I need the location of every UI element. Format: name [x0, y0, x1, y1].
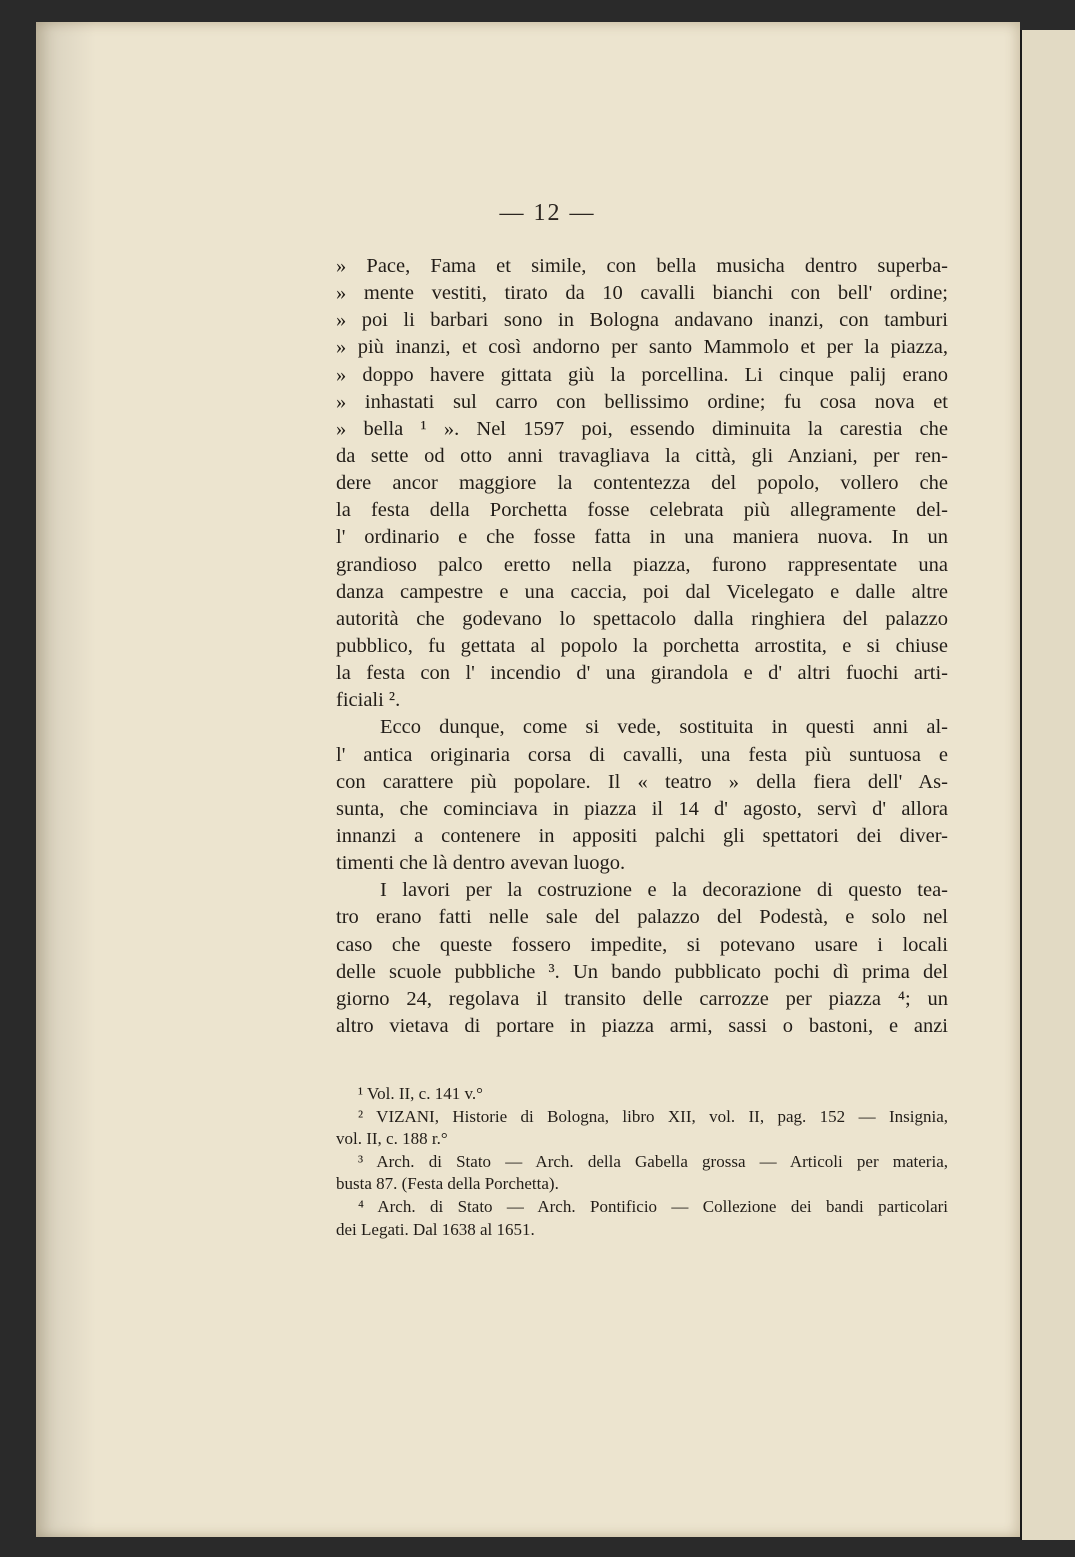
footnote-2-cont: vol. II, c. 188 r.° [336, 1129, 448, 1149]
footnote-4: ⁴ Arch. di Stato — Arch. Pontificio — Collezione dei bandi particolari [358, 1196, 948, 1216]
text-line: grandioso palco eretto nella piazza, furono rappresentate una [336, 553, 948, 576]
text-line: dere ancor maggiore la contentezza del popolo, vollero che [336, 472, 948, 495]
text-line: autorità che godevano lo spettacolo dalla ringhiera del palazzo [336, 607, 948, 630]
text-line: danza campestre e una caccia, poi dal Vicelegato e dalle altre [336, 580, 948, 603]
text-line: » bella ¹ ». Nel 1597 poi, essendo diminuita la carestia che [336, 417, 948, 440]
text-line: l' antica originaria corsa di cavalli, una festa più suntuosa e [336, 743, 948, 766]
text-line: la festa della Porchetta fosse celebrata più allegramente del- [336, 499, 948, 522]
text-line: la festa con l' incendio d' una girandola e d' altri fuochi arti- [336, 662, 948, 685]
text-line: » mente vestiti, tirato da 10 cavalli bianchi con bell' ordine; [336, 282, 948, 305]
text-line: » poi li barbari sono in Bologna andavano inanzi, con tamburi [336, 309, 948, 332]
text-line: giorno 24, regolava il transito delle carrozze per piazza ⁴; un [336, 987, 948, 1010]
text-line: » inhastati sul carro con bellissimo ordine; fu cosa nova et [336, 390, 948, 413]
text-line: » più inanzi, et così andorno per santo Mammolo et per la piazza, [336, 336, 948, 359]
text-line: I lavori per la costruzione e la decorazione di questo tea- [380, 879, 948, 902]
body-text [336, 253, 948, 1040]
text-line: da sette od otto anni travagliava la città, gli Anziani, per ren- [336, 444, 948, 467]
text-line: sunta, che cominciava in piazza il 14 d' agosto, servì d' allora [336, 797, 948, 820]
binding-shadow [36, 22, 96, 1537]
footnotes [336, 1083, 948, 1241]
text-line: delle scuole pubbliche ³. Un bando pubblicato pochi dì prima del [336, 960, 948, 983]
text-line: caso che queste fossero impedite, si potevano usare i locali [336, 933, 948, 956]
footnote-4-cont: dei Legati. Dal 1638 al 1651. [336, 1219, 535, 1239]
text-line: timenti che là dentro avevan luogo. [336, 852, 626, 875]
footnote-2: ² VIZANI, Historie di Bologna, libro XII, vol. II, pag. 152 — Insignia, [358, 1106, 948, 1126]
text-line: pubblico, fu gettata al popolo la porchetta arrostita, e si chiuse [336, 634, 948, 657]
text-line: Ecco dunque, come si vede, sostituita in questi anni al- [380, 716, 948, 739]
text-line: » Pace, Fama et simile, con bella musicha dentro superba- [336, 255, 948, 277]
text-line: ficiali ². [336, 689, 401, 712]
text-line: l' ordinario e che fosse fatta in una maniera nuova. In un [336, 526, 948, 549]
footnote-3-cont: busta 87. (Festa della Porchetta). [336, 1174, 559, 1194]
footnote-3: ³ Arch. di Stato — Arch. della Gabella grossa — Articoli per materia, [358, 1151, 948, 1171]
footnote-1: ¹ Vol. II, c. 141 v.° [358, 1084, 483, 1103]
next-page-edge [1020, 30, 1075, 1540]
text-line: altro vietava di portare in piazza armi, sassi o bastoni, e anzi [336, 1014, 948, 1037]
text-line: » doppo havere gittata giù la porcellina. Li cinque palij erano [336, 363, 948, 386]
text-line: tro erano fatti nelle sale del palazzo del Podestà, e solo nel [336, 906, 948, 929]
text-line: innanzi a contenere in appositi palchi gli spettatori dei diver- [336, 824, 948, 847]
text-line: con carattere più popolare. Il « teatro » della fiera dell' As- [336, 770, 948, 793]
page-number: — 12 — [499, 200, 596, 226]
